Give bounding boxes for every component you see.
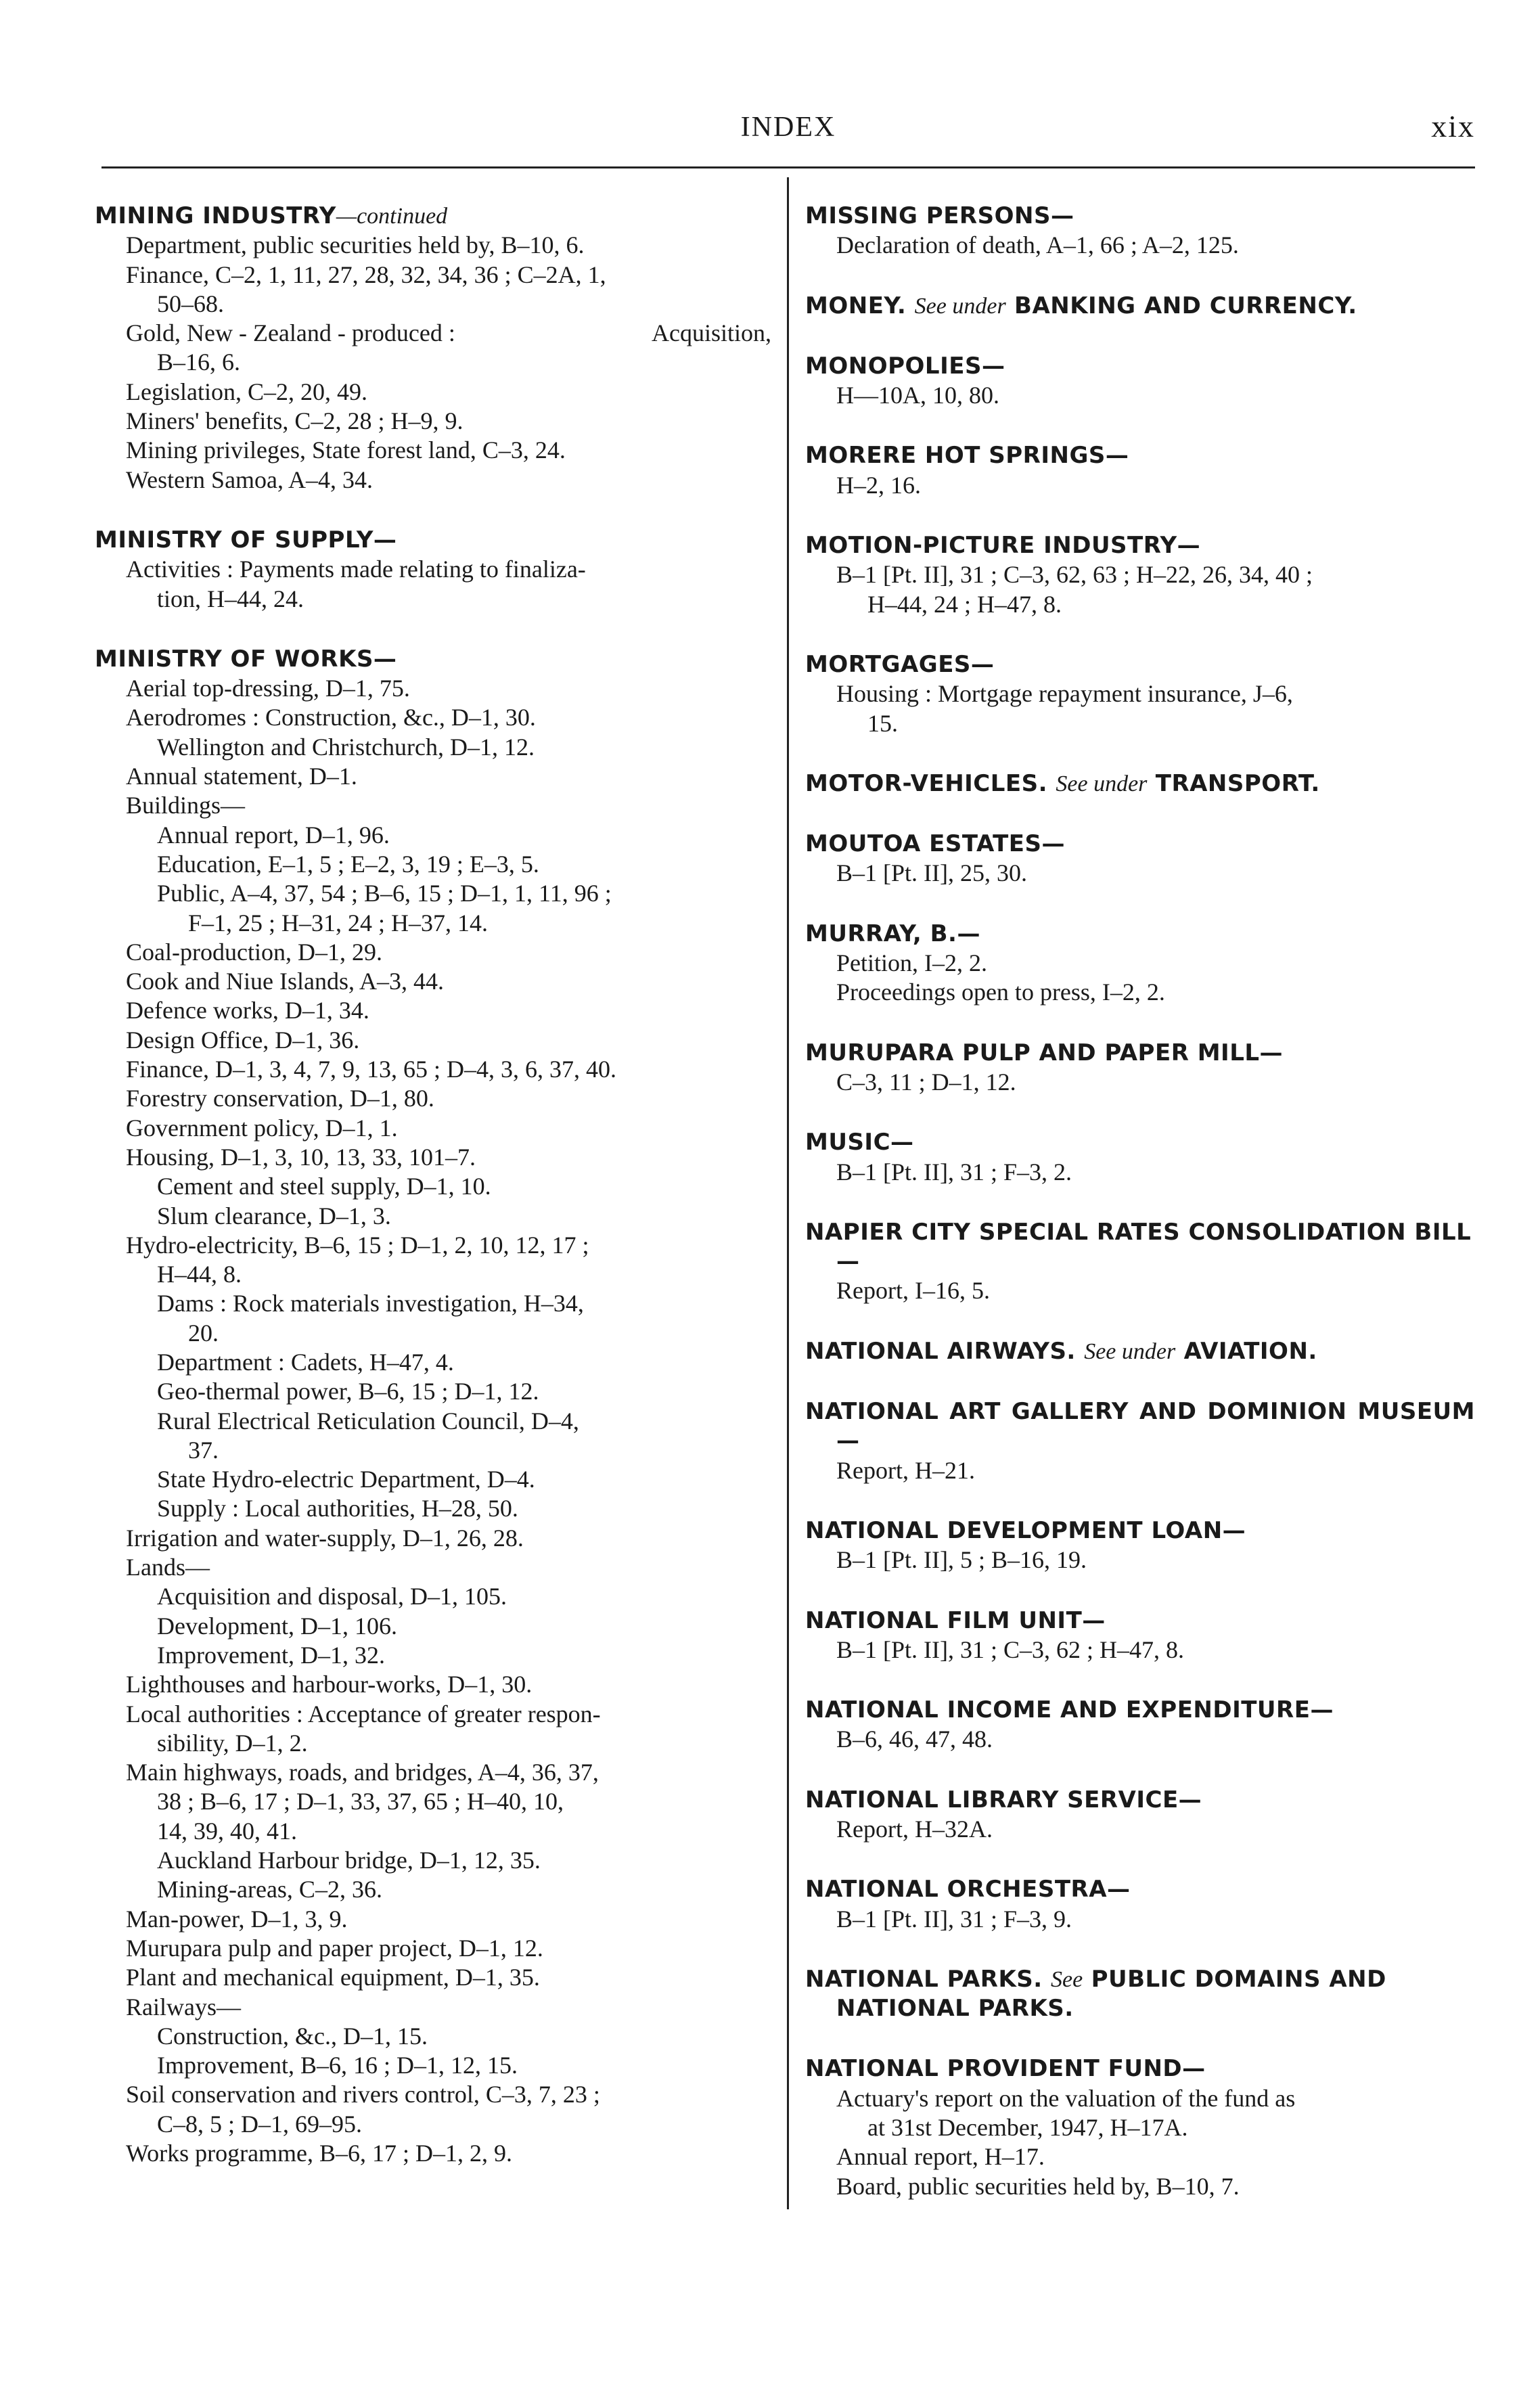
- subentry: B–6, 46, 47, 48.: [836, 1725, 993, 1753]
- column-divider: [787, 177, 789, 2209]
- entry-heading: MONOPOLIES—: [805, 352, 1005, 380]
- subentry: Railways—: [126, 1993, 241, 2021]
- subentry: Government policy, D–1, 1.: [126, 1114, 398, 1142]
- subentry: Housing, D–1, 3, 10, 13, 33, 101–7.: [126, 1143, 476, 1171]
- index-entry-national-parks: [805, 1965, 1475, 2024]
- index-entry-national-library: [805, 1786, 1475, 1845]
- entry-heading: MORERE HOT SPRINGS—: [805, 442, 1129, 470]
- index-entry-music: [805, 1128, 1475, 1187]
- entry-heading: MONEY. See under BANKING AND CURRENCY.: [805, 292, 1357, 319]
- subentry: Petition, I–2, 2.: [836, 949, 987, 977]
- index-entry-national-film-unit: [805, 1606, 1475, 1665]
- entry-heading: NATIONAL ORCHESTRA—: [805, 1876, 1131, 1903]
- subentry: Irrigation and water-supply, D–1, 26, 28.: [126, 1524, 524, 1552]
- subentry: Hydro-electricity, B–6, 15 ; D–1, 2, 10, 12, 17 ; H–44, 8.: [126, 1231, 589, 1288]
- index-entry-national-development-loan: [805, 1516, 1475, 1575]
- entry-heading: MOUTOA ESTATES—: [805, 830, 1066, 858]
- subentry: Construction, &c., D–1, 15.: [157, 2022, 428, 2050]
- subentry: B–1 [Pt. II], 25, 30.: [836, 859, 1027, 887]
- entry-heading: MINISTRY OF SUPPLY—: [95, 526, 397, 554]
- index-entry-money: [805, 292, 1475, 321]
- subentry: Improvement, B–6, 16 ; D–1, 12, 15.: [157, 2052, 518, 2079]
- subentry: Miners' benefits, C–2, 28 ; H–9, 9.: [126, 407, 463, 435]
- subentry: State Hydro-electric Department, D–4.: [157, 1466, 535, 1493]
- subentry: Activities : Payments made relating to finaliza- tion, H–44, 24.: [126, 556, 586, 612]
- subentry: Lands—: [126, 1554, 210, 1581]
- subentry: B–1 [Pt. II], 31 ; F–3, 9.: [836, 1905, 1072, 1933]
- entry-heading: MOTION-PICTURE INDUSTRY—: [805, 532, 1201, 560]
- header-rule: [101, 166, 1475, 168]
- subentry: Slum clearance, D–1, 3.: [157, 1202, 391, 1229]
- index-entry-motor-vehicles: [805, 769, 1475, 798]
- subentry: Annual statement, D–1.: [126, 763, 357, 790]
- index-entry-mining-industry: [95, 202, 771, 495]
- subentry: Plant and mechanical equipment, D–1, 35.: [126, 1964, 540, 1991]
- entry-heading: MINISTRY OF WORKS—: [95, 645, 397, 673]
- subentry: Works programme, B–6, 17 ; D–1, 2, 9.: [126, 2140, 513, 2167]
- subentry: Design Office, D–1, 36.: [126, 1026, 360, 1054]
- subentry: Supply : Local authorities, H–28, 50.: [157, 1495, 518, 1522]
- subentry: Declaration of death, A–1, 66 ; A–2, 125.: [836, 231, 1239, 259]
- subentry: Legislation, C–2, 20, 49.: [126, 378, 367, 405]
- subentry: Annual report, D–1, 96.: [157, 821, 390, 849]
- subentry: B–1 [Pt. II], 31 ; C–3, 62 ; H–47, 8.: [836, 1635, 1185, 1663]
- subentry: Wellington and Christchurch, D–1, 12.: [157, 733, 535, 761]
- subentry: Gold, New - Zealand - produced : Acquisition, B–16, 6.: [126, 319, 771, 376]
- subentry: Auckland Harbour bridge, D–1, 12, 35.: [157, 1847, 541, 1874]
- index-entry-murray: [805, 920, 1475, 1008]
- entry-heading: MOTOR-VEHICLES. See under TRANSPORT.: [805, 769, 1320, 797]
- index-entry-national-airways: [805, 1337, 1475, 1366]
- page-header: [101, 108, 1475, 149]
- entry-heading: NATIONAL INCOME AND EXPENDITURE—: [805, 1696, 1334, 1724]
- subentry: Report, H–21.: [836, 1456, 975, 1484]
- subentry: Rural Electrical Reticulation Council, D–4, 37.: [157, 1407, 579, 1464]
- right-column: [805, 202, 1475, 2232]
- entry-heading: NATIONAL AIRWAYS. See under AVIATION.: [805, 1337, 1317, 1365]
- subentry: H–2, 16.: [836, 471, 921, 499]
- subentry: Aerodromes : Construction, &c., D–1, 30.: [126, 704, 536, 731]
- subentry: Actuary's report on the valuation of the fund as at 31st December, 1947, H–17A.: [836, 2084, 1296, 2142]
- index-entry-moutoa-estates: [805, 830, 1475, 888]
- subentry: H—10A, 10, 80.: [836, 382, 999, 409]
- subentry: Main highways, roads, and bridges, A–4, 36, 37, 38 ; B–6, 17 ; D–1, 33, 37, 65 ; H–40, 10, 14, 39, 40, 41.: [126, 1759, 599, 1845]
- index-entry-national-income: [805, 1696, 1475, 1755]
- subentry: Coal-production, D–1, 29.: [126, 938, 382, 966]
- subentry: Improvement, D–1, 32.: [157, 1641, 385, 1669]
- page-number: xix: [1431, 109, 1475, 143]
- subentry: Forestry conservation, D–1, 80.: [126, 1085, 434, 1112]
- entry-heading: MUSIC—: [805, 1129, 914, 1156]
- subentry: Aerial top-dressing, D–1, 75.: [126, 675, 410, 702]
- index-entry-morere-hot-springs: [805, 441, 1475, 500]
- entry-heading: MINING INDUSTRY—continued: [95, 202, 448, 229]
- subentry: Murupara pulp and paper project, D–1, 12.: [126, 1934, 543, 1962]
- subentry: Department, public securities held by, B–10, 6.: [126, 231, 585, 259]
- subentry: Mining privileges, State forest land, C–3, 24.: [126, 436, 566, 464]
- subentry: Proceedings open to press, I–2, 2.: [836, 978, 1165, 1006]
- subentry: C–3, 11 ; D–1, 12.: [836, 1068, 1016, 1096]
- entry-heading: NATIONAL FILM UNIT—: [805, 1606, 1106, 1634]
- running-title: INDEX: [740, 112, 836, 143]
- subentry: Cement and steel supply, D–1, 10.: [157, 1173, 491, 1200]
- subentry: Public, A–4, 37, 54 ; B–6, 15 ; D–1, 1, 11, 96 ; F–1, 25 ; H–31, 24 ; H–37, 14.: [157, 880, 612, 937]
- index-entry-mortgages: [805, 650, 1475, 738]
- index-entry-monopolies: [805, 352, 1475, 411]
- index-entry-motion-picture-industry: [805, 531, 1475, 619]
- entry-heading: MORTGAGES—: [805, 650, 995, 678]
- subentry: Soil conservation and rivers control, C–3, 7, 23 ; C–8, 5 ; D–1, 69–95.: [126, 2081, 600, 2138]
- index-entry-national-provident-fund: [805, 2054, 1475, 2201]
- subentry: Board, public securities held by, B–10, 7.: [836, 2172, 1240, 2200]
- index-entry-murupara-mill: [805, 1039, 1475, 1098]
- subentry: Department : Cadets, H–47, 4.: [157, 1348, 454, 1376]
- subentry: Dams : Rock materials investigation, H–34, 20.: [157, 1290, 584, 1347]
- subentry: Lighthouses and harbour-works, D–1, 30.: [126, 1671, 533, 1698]
- subentry: Local authorities : Acceptance of greater respon- sibility, D–1, 2.: [126, 1700, 601, 1757]
- subentry: Buildings—: [126, 792, 246, 819]
- entry-heading: MURUPARA PULP AND PAPER MILL—: [805, 1039, 1284, 1066]
- entry-heading: MISSING PERSONS—: [805, 202, 1074, 229]
- subentry: Man-power, D–1, 3, 9.: [126, 1905, 348, 1933]
- index-entry-missing-persons: [805, 202, 1475, 261]
- index-entry-ministry-of-works: [95, 645, 771, 2168]
- entry-heading: NATIONAL ART GALLERY AND DOMINION MUSEUM—: [805, 1398, 1475, 1455]
- subentry: B–1 [Pt. II], 31 ; C–3, 62, 63 ; H–22, 26, 34, 40 ; H–44, 24 ; H–47, 8.: [836, 561, 1313, 618]
- subentry: Finance, D–1, 3, 4, 7, 9, 13, 65 ; D–4, 3, 6, 37, 40.: [126, 1056, 616, 1083]
- subentry: Western Samoa, A–4, 34.: [126, 466, 373, 493]
- subentry: Report, H–32A.: [836, 1815, 993, 1843]
- subentry: Mining-areas, C–2, 36.: [157, 1876, 382, 1903]
- entry-heading: NAPIER CITY SPECIAL RATES CONSOLIDATION BILL—: [805, 1218, 1472, 1276]
- entry-heading: NATIONAL PROVIDENT FUND—: [805, 2055, 1206, 2083]
- index-entry-ministry-of-supply: [95, 526, 771, 614]
- subentry: Defence works, D–1, 34.: [126, 997, 369, 1024]
- index-entry-napier-city-bill: [805, 1218, 1475, 1306]
- entry-heading: NATIONAL PARKS. See PUBLIC DOMAINS AND NATIONAL PARKS.: [805, 1965, 1386, 2023]
- subentry: Annual report, H–17.: [836, 2143, 1045, 2171]
- subentry: Housing : Mortgage repayment insurance, J–6, 15.: [836, 680, 1293, 737]
- subentry: Education, E–1, 5 ; E–2, 3, 19 ; E–3, 5.: [157, 850, 539, 878]
- index-entry-national-art-gallery: [805, 1397, 1475, 1485]
- subentry: B–1 [Pt. II], 31 ; F–3, 2.: [836, 1158, 1072, 1186]
- subentry: B–1 [Pt. II], 5 ; B–16, 19.: [836, 1546, 1087, 1574]
- subentry: Development, D–1, 106.: [157, 1612, 397, 1640]
- entry-heading: MURRAY, B.—: [805, 920, 980, 947]
- subentry: Geo-thermal power, B–6, 15 ; D–1, 12.: [157, 1378, 539, 1405]
- left-column: [95, 202, 771, 2199]
- index-entry-national-orchestra: [805, 1875, 1475, 1934]
- subentry: Finance, C–2, 1, 11, 27, 28, 32, 34, 36 ; C–2A, 1, 50–68.: [126, 261, 606, 317]
- entry-heading: NATIONAL LIBRARY SERVICE—: [805, 1786, 1202, 1813]
- subentry: Report, I–16, 5.: [836, 1277, 990, 1305]
- subentry: Cook and Niue Islands, A–3, 44.: [126, 968, 444, 995]
- entry-heading: NATIONAL DEVELOPMENT LOAN—: [805, 1516, 1246, 1544]
- subentry: Acquisition and disposal, D–1, 105.: [157, 1583, 507, 1610]
